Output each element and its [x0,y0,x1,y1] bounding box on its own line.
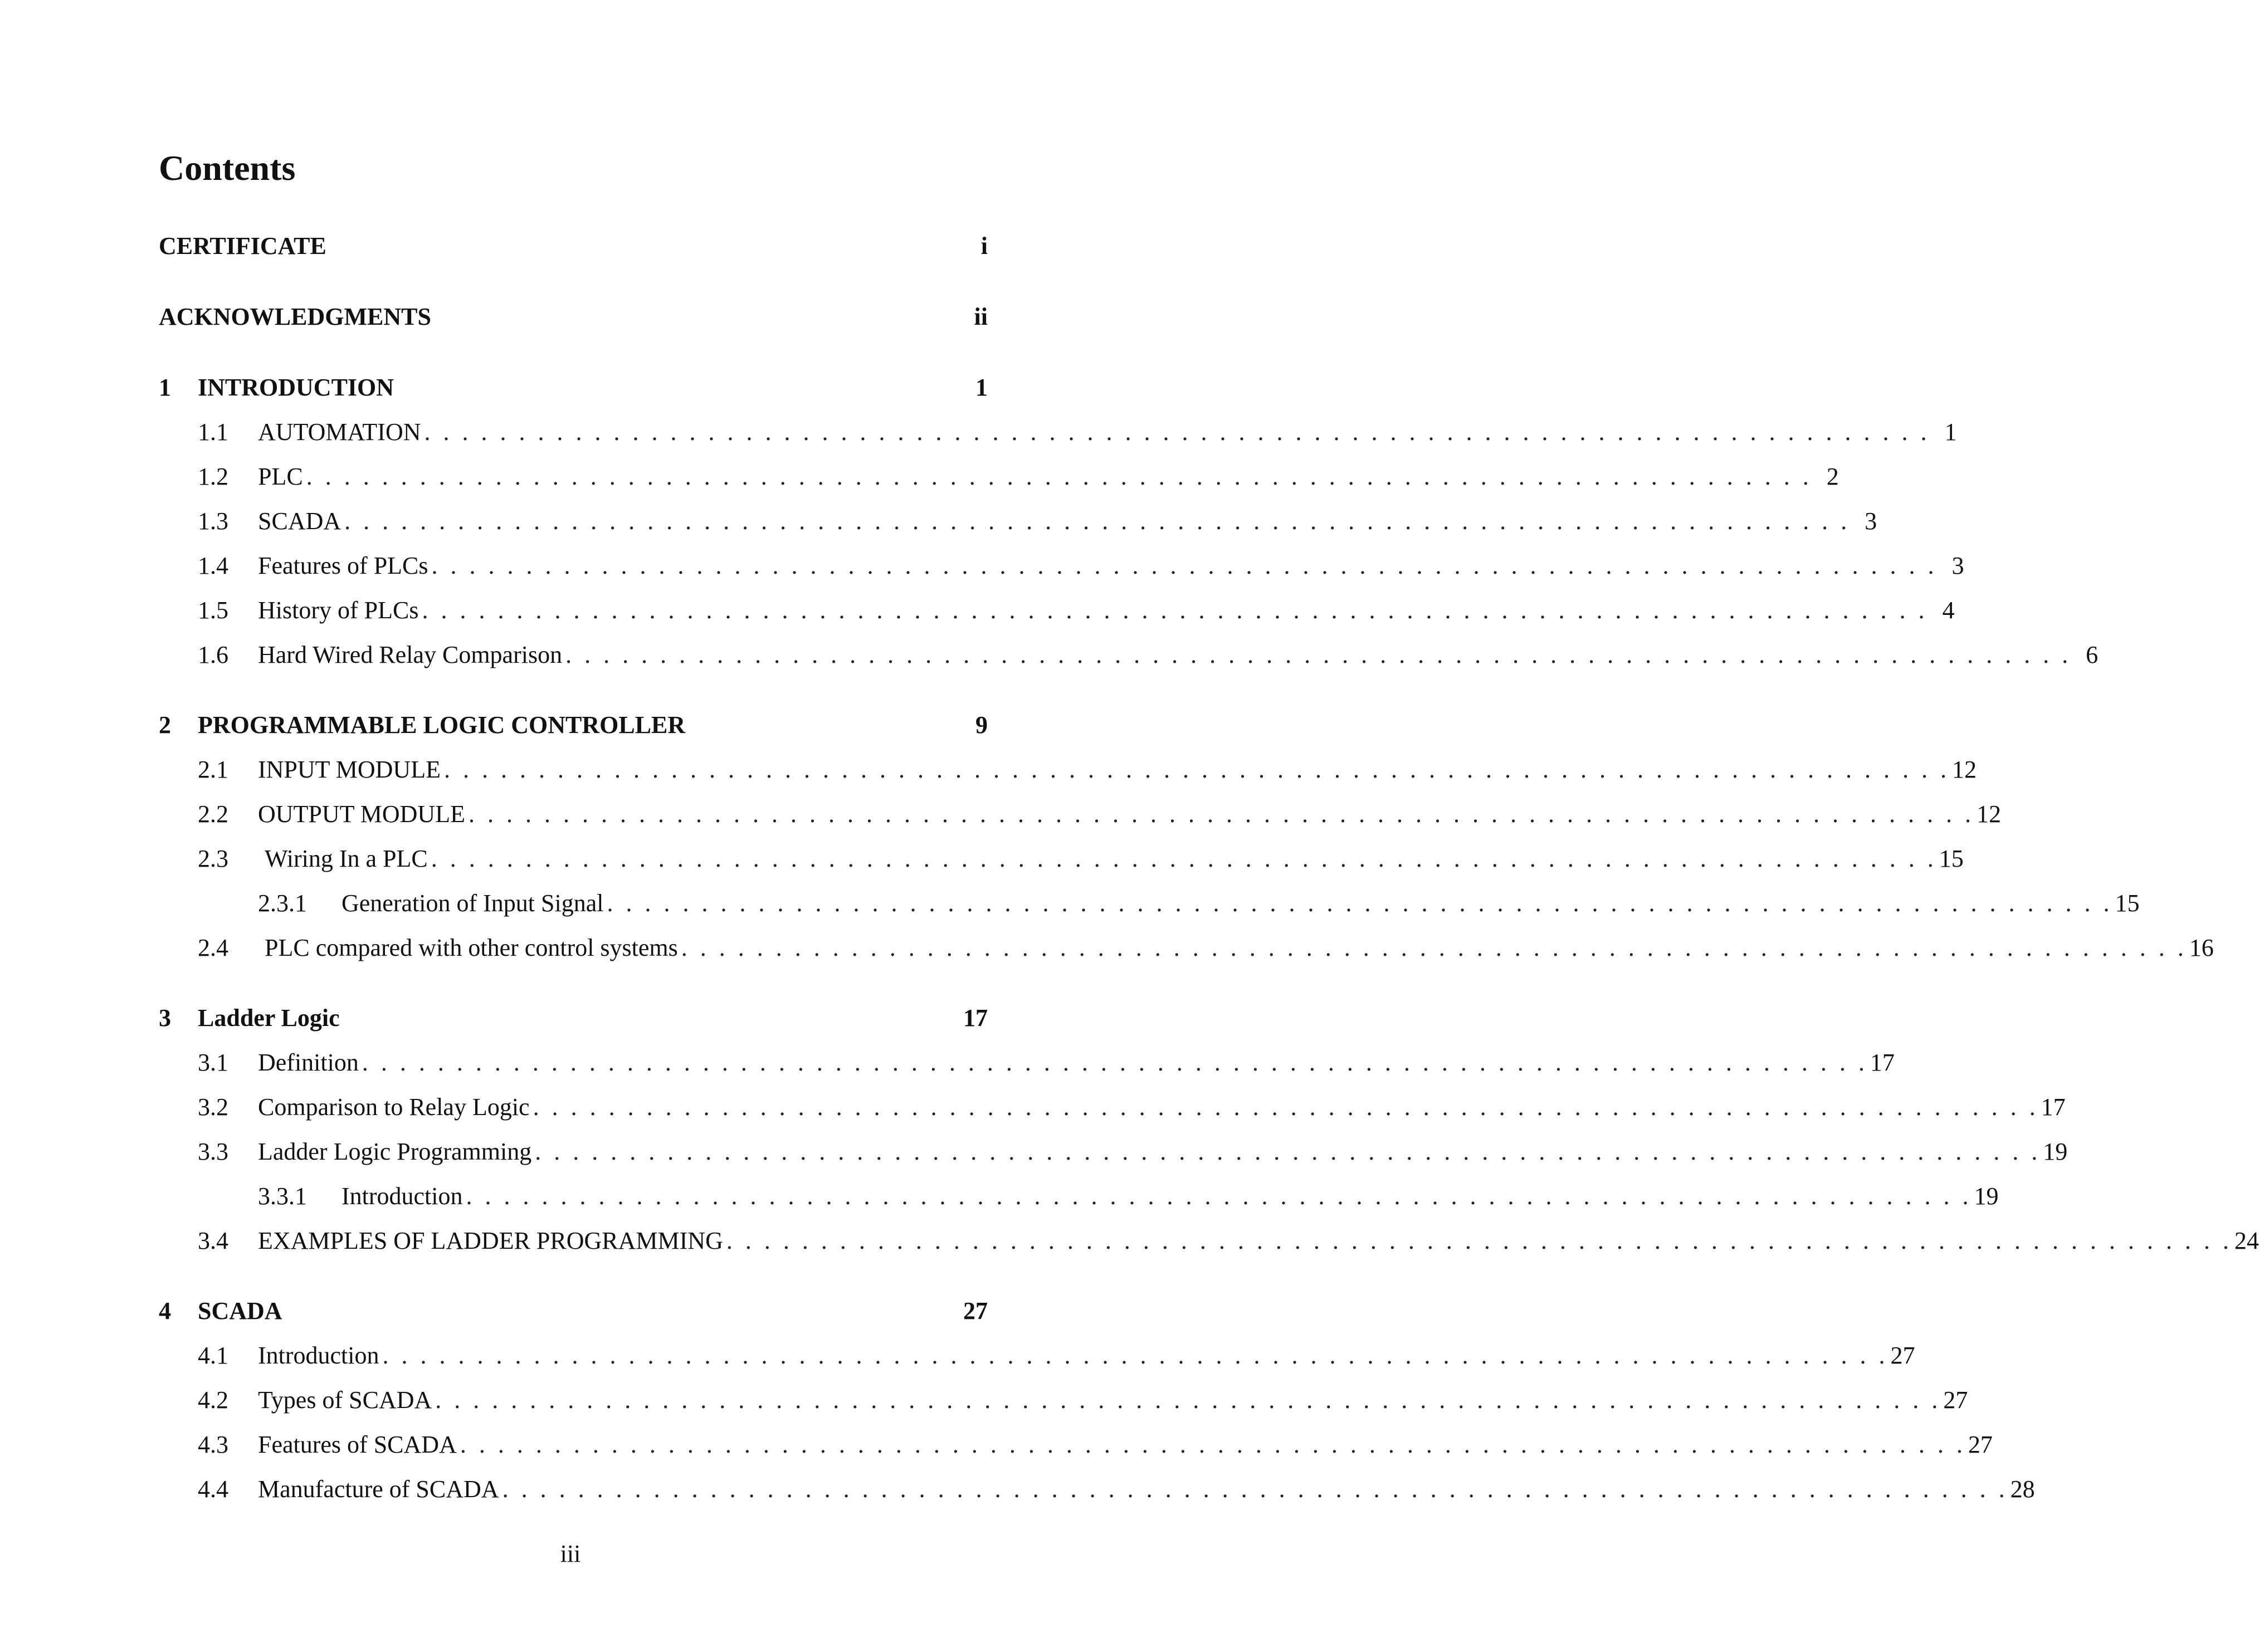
toc-section-2-3[interactable] [198,843,1964,874]
chapter-number: 3 [159,1004,171,1032]
section-title: AUTOMATION [258,418,421,446]
dot-leader: . . . . . . . . . . . . . . . . . . . . . . . . . . . . . . . . . . . . . . . . . . . . . . . . . . . . . . . . . . . . . . . . . . . . . . . . . . . . . . . . [681,934,2184,961]
toc-section-1-1[interactable] [198,417,1957,448]
section-page: 6 [2086,641,2099,668]
dot-leader: . . . . . . . . . . . . . . . . . . . . . . . . . . . . . . . . . . . . . . . . . . . . . . . . . . . . . . . . . . . . . . . . . . . . . . . . . . . . . . . . [431,845,1934,872]
section-number: 1.3 [198,507,228,535]
section-number: 2.3 [198,845,228,872]
section-number: 2.4 [198,934,228,961]
section-title: Hard Wired Relay Comparison [258,641,563,668]
toc-chapter-3[interactable] [159,1003,988,1034]
section-page: 27 [1968,1431,1993,1458]
section-number: 1.1 [198,418,228,446]
section-page: 15 [1939,845,1964,872]
section-number: 4.1 [198,1342,228,1369]
section-title: SCADA [258,507,341,535]
section-title: Features of SCADA [258,1431,457,1458]
section-number: 1.6 [198,641,228,668]
toc-section-1-4[interactable] [198,550,1964,581]
toc-section-4-1[interactable] [198,1340,1915,1371]
toc-section-2-1[interactable] [198,754,1977,785]
section-page: 27 [1890,1342,1915,1369]
section-number: 3.4 [198,1227,228,1254]
dot-leader: . . . . . . . . . . . . . . . . . . . . . . . . . . . . . . . . . . . . . . . . . . . . . . . . . . . . . . . . . . . . . . . . . . . . . . . . . . . . . . . . [726,1227,2229,1254]
section-title: Definition [258,1049,359,1076]
toc-chapter-1[interactable] [159,372,988,403]
section-title: PLC compared with other control systems [265,934,678,961]
section-title: OUTPUT MODULE [258,800,465,828]
toc-entry-page: i [980,232,988,260]
toc-section-3-2[interactable] [198,1092,2066,1123]
section-title: EXAMPLES OF LADDER PROGRAMMING [258,1227,723,1254]
dot-leader: . . . . . . . . . . . . . . . . . . . . . . . . . . . . . . . . . . . . . . . . . . . . . . . . . . . . . . . . . . . . . . . . . . . . . . . . . . . . . . . . [460,1431,1963,1458]
toc-section-3-4[interactable] [198,1225,2259,1257]
subsection-title: Generation of Input Signal [341,889,604,917]
section-page: 4 [1942,597,1955,624]
dot-leader: . . . . . . . . . . . . . . . . . . . . . . . . . . . . . . . . . . . . . . . . . . . . . . . . . . . . . . . . . . . . . . . . . . . . . . . . . . . . . . . . [607,889,2110,917]
section-page: 19 [2043,1138,2068,1165]
toc-entry-acknowledgments[interactable] [159,301,988,333]
section-number: 1.2 [198,463,228,490]
subsection-page: 15 [2115,889,2140,917]
section-page: 2 [1826,463,1839,490]
section-number: 4.4 [198,1475,228,1503]
section-number: 1.4 [198,552,228,579]
section-number: 4.3 [198,1431,228,1458]
toc-section-3-1[interactable] [198,1047,1895,1078]
section-title: Comparison to Relay Logic [258,1093,530,1121]
dot-leader: . . . . . . . . . . . . . . . . . . . . . . . . . . . . . . . . . . . . . . . . . . . . . . . . . . . . . . . . . . . . . . . . . . . . . . . . . . . . . . . . [382,1342,1885,1369]
section-page: 27 [1943,1386,1968,1414]
chapter-title: Ladder Logic [198,1004,340,1032]
chapter-number: 2 [159,711,171,739]
section-number: 3.3 [198,1138,228,1165]
chapter-page: 17 [963,1004,988,1032]
section-title: Introduction [258,1342,379,1369]
dot-leader: . . . . . . . . . . . . . . . . . . . . . . . . . . . . . . . . . . . . . . . . . . . . . . . . . . . . . . . . . . . . . . . . . . . . . . . . . . . . . . . . [468,800,1971,828]
dot-leader: . . . . . . . . . . . . . . . . . . . . . . . . . . . . . . . . . . . . . . . . . . . . . . . . . . . . . . . . . . . . . . . . . . . . . . . . . . . . . . . . [422,597,1925,624]
chapter-number: 1 [159,374,171,401]
section-title: Ladder Logic Programming [258,1138,532,1165]
dot-leader: . . . . . . . . . . . . . . . . . . . . . . . . . . . . . . . . . . . . . . . . . . . . . . . . . . . . . . . . . . . . . . . . . . . . . . . . . . . . . . . . [533,1093,2036,1121]
section-title: Wiring In a PLC [265,845,428,872]
dot-leader: . . . . . . . . . . . . . . . . . . . . . . . . . . . . . . . . . . . . . . . . . . . . . . . . . . . . . . . . . . . . . . . . . . . . . . . . . . . . . . . . [565,641,2068,668]
toc-entry-title: CERTIFICATE [159,232,326,260]
section-title: Features of PLCs [258,552,428,579]
section-title: INPUT MODULE [258,756,441,783]
toc-section-4-4[interactable] [198,1474,2035,1505]
dot-leader: . . . . . . . . . . . . . . . . . . . . . . . . . . . . . . . . . . . . . . . . . . . . . . . . . . . . . . . . . . . . . . . . . . . . . . . . . . . . . . . . [344,507,1847,535]
section-page: 28 [2010,1475,2035,1503]
dot-leader: . . . . . . . . . . . . . . . . . . . . . . . . . . . . . . . . . . . . . . . . . . . . . . . . . . . . . . . . . . . . . . . . . . . . . . . . . . . . . . . . [466,1182,1969,1210]
section-number: 4.2 [198,1386,228,1414]
section-page: 16 [2189,934,2214,961]
toc-section-2-4[interactable] [198,932,2214,964]
section-page: 1 [1944,418,1957,446]
toc-subsection-3-3-1[interactable] [258,1181,1999,1212]
toc-section-1-3[interactable] [198,506,1877,537]
dot-leader: . . . . . . . . . . . . . . . . . . . . . . . . . . . . . . . . . . . . . . . . . . . . . . . . . . . . . . . . . . . . . . . . . . . . . . . . . . . . . . . . [431,552,1934,579]
section-number: 2.1 [198,756,228,783]
section-number: 3.2 [198,1093,228,1121]
toc-entry-page: ii [974,303,988,330]
toc-section-2-2[interactable] [198,799,2001,830]
section-page: 3 [1951,552,1964,579]
dot-leader: . . . . . . . . . . . . . . . . . . . . . . . . . . . . . . . . . . . . . . . . . . . . . . . . . . . . . . . . . . . . . . . . . . . . . . . . . . . . . . . . [502,1475,2005,1503]
section-number: 2.2 [198,800,228,828]
toc-section-1-2[interactable] [198,461,1839,492]
subsection-title: Introduction [341,1182,463,1210]
subsection-number: 2.3.1 [258,889,307,917]
section-number: 1.5 [198,597,228,624]
toc-section-1-6[interactable] [198,639,2099,671]
toc-subsection-2-3-1[interactable] [258,888,2140,919]
section-page: 3 [1865,507,1877,535]
section-page: 17 [1870,1049,1895,1076]
toc-section-4-3[interactable] [198,1429,1993,1460]
section-title: History of PLCs [258,597,419,624]
subsection-number: 3.3.1 [258,1182,307,1210]
dot-leader: . . . . . . . . . . . . . . . . . . . . . . . . . . . . . . . . . . . . . . . . . . . . . . . . . . . . . . . . . . . . . . . . . . . . . . . . . . . . . . . . [424,418,1927,446]
chapter-page: 27 [963,1297,988,1324]
dot-leader: . . . . . . . . . . . . . . . . . . . . . . . . . . . . . . . . . . . . . . . . . . . . . . . . . . . . . . . . . . . . . . . . . . . . . . . . . . . . . . . . [362,1049,1865,1076]
chapter-number: 4 [159,1297,171,1324]
toc-chapter-2[interactable] [159,710,988,741]
section-title: PLC [258,463,303,490]
section-page: 24 [2234,1227,2259,1254]
dot-leader: . . . . . . . . . . . . . . . . . . . . . . . . . . . . . . . . . . . . . . . . . . . . . . . . . . . . . . . . . . . . . . . . . . . . . . . . . . . . . . . . [435,1386,1938,1414]
section-title: Types of SCADA [258,1386,432,1414]
section-title: Manufacture of SCADA [258,1475,499,1503]
section-page: 12 [1976,800,2001,828]
dot-leader: . . . . . . . . . . . . . . . . . . . . . . . . . . . . . . . . . . . . . . . . . . . . . . . . . . . . . . . . . . . . . . . . . . . . . . . . . . . . . . . . [535,1138,2038,1165]
chapter-page: 9 [975,711,988,739]
section-number: 3.1 [198,1049,228,1076]
page-number: iii [560,1540,581,1567]
toc-chapter-4[interactable] [159,1296,988,1327]
chapter-title: INTRODUCTION [198,374,394,401]
page-title: Contents [159,148,296,188]
chapter-page: 1 [975,374,988,401]
dot-leader: . . . . . . . . . . . . . . . . . . . . . . . . . . . . . . . . . . . . . . . . . . . . . . . . . . . . . . . . . . . . . . . . . . . . . . . . . . . . . . . . [443,756,1946,783]
chapter-title: SCADA [198,1297,282,1324]
subsection-page: 19 [1974,1182,1999,1210]
toc-section-4-2[interactable] [198,1385,1968,1416]
section-page: 12 [1951,756,1977,783]
toc-entry-title: ACKNOWLEDGMENTS [159,303,431,330]
dot-leader: . . . . . . . . . . . . . . . . . . . . . . . . . . . . . . . . . . . . . . . . . . . . . . . . . . . . . . . . . . . . . . . . . . . . . . . . . . . . . . . . [306,463,1809,490]
section-page: 17 [2041,1093,2066,1121]
toc-section-1-5[interactable] [198,595,1955,626]
toc-section-3-3[interactable] [198,1136,2068,1167]
toc-entry-certificate[interactable] [159,231,988,262]
chapter-title: PROGRAMMABLE LOGIC CONTROLLER [198,711,686,739]
